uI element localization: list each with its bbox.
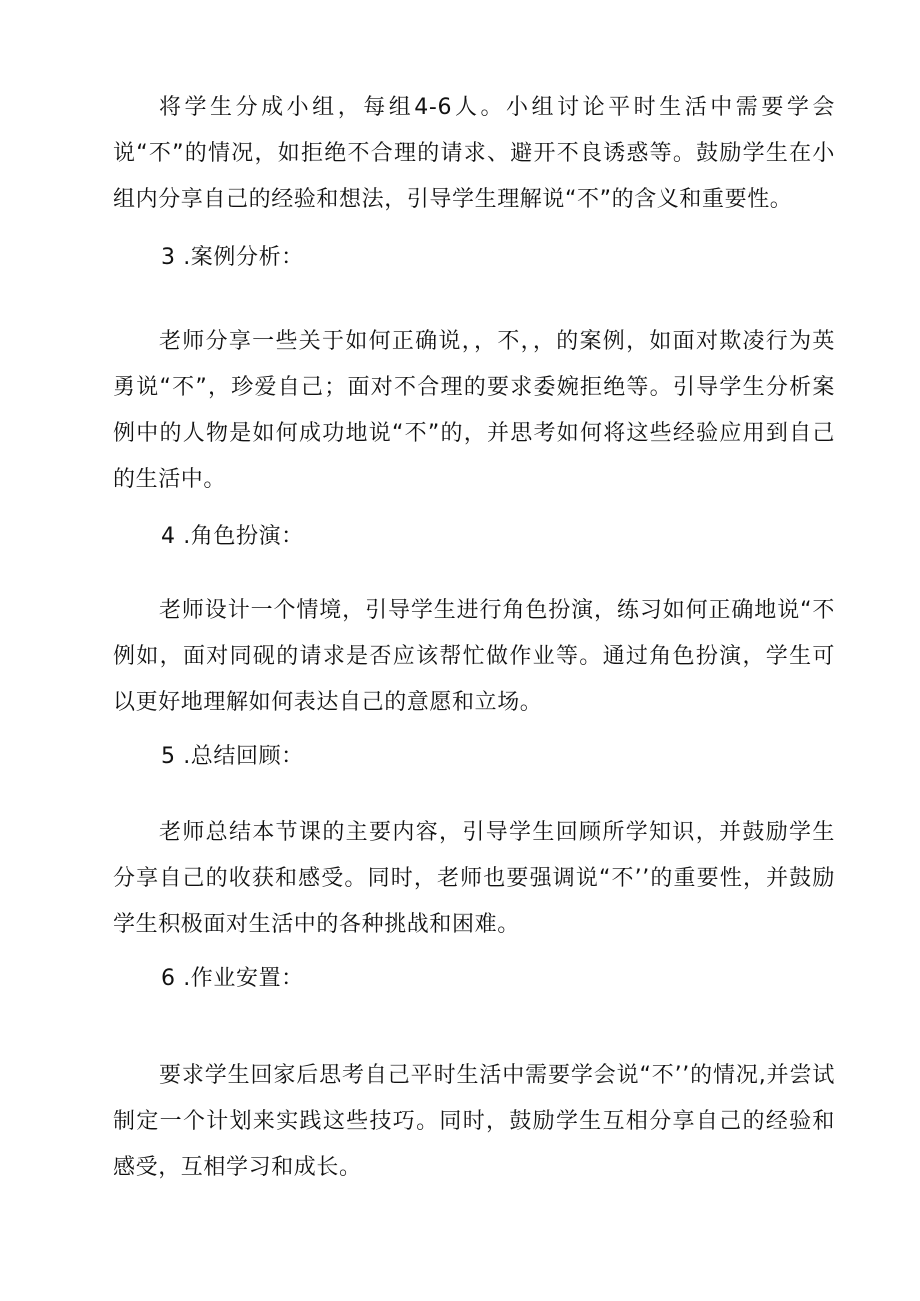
heading-homework: 6 .作业安置： bbox=[161, 966, 304, 991]
paragraph-homework: 要求学生回家后思考自己平时生活中需要学会说“不’’的情况,并尝试制定一个计划来实践这些技巧。同时，鼓励学生互相分享自己的经验和感受，互相学习和成长。 bbox=[113, 1063, 835, 1180]
paragraph-summary-review: 老师总结本节课的主要内容，引导学生回顾所学知识，并鼓励学生分享自己的收获和感受。同时，老师也要强调说“不’’的重要性，并鼓励学生积极面对生活中的各种挑战和困难。 bbox=[113, 820, 835, 937]
paragraph-case-analysis: 老师分享一些关于如何正确说，，不，，的案例，如面对欺凌行为英勇说“不”，珍爱自己；面对不合理的要求委婉拒绝等。引导学生分析案例中的人物是如何成功地说“不”的，并思考如何将这些经验应用到自己的生活中。 bbox=[113, 329, 835, 492]
heading-case-analysis: 3 .案例分析： bbox=[161, 245, 304, 270]
heading-role-play: 4 .角色扮演： bbox=[161, 524, 304, 549]
paragraph-role-play: 老师设计一个情境，引导学生进行角色扮演，练习如何正确地说“不例如，面对同砚的请求是否应该帮忙做作业等。通过角色扮演，学生可以更好地理解如何表达自己的意愿和立场。 bbox=[113, 598, 835, 715]
heading-summary-review: 5 .总结回顾： bbox=[161, 744, 304, 769]
paragraph-group-discussion: 将学生分成小组，每组4-6人。小组讨论平时生活中需要学会说“不”的情况，如拒绝不合理的请求、避开不良诱惑等。鼓励学生在小组内分享自己的经验和想法，引导学生理解说“不”的含义和重要性。 bbox=[113, 95, 835, 212]
